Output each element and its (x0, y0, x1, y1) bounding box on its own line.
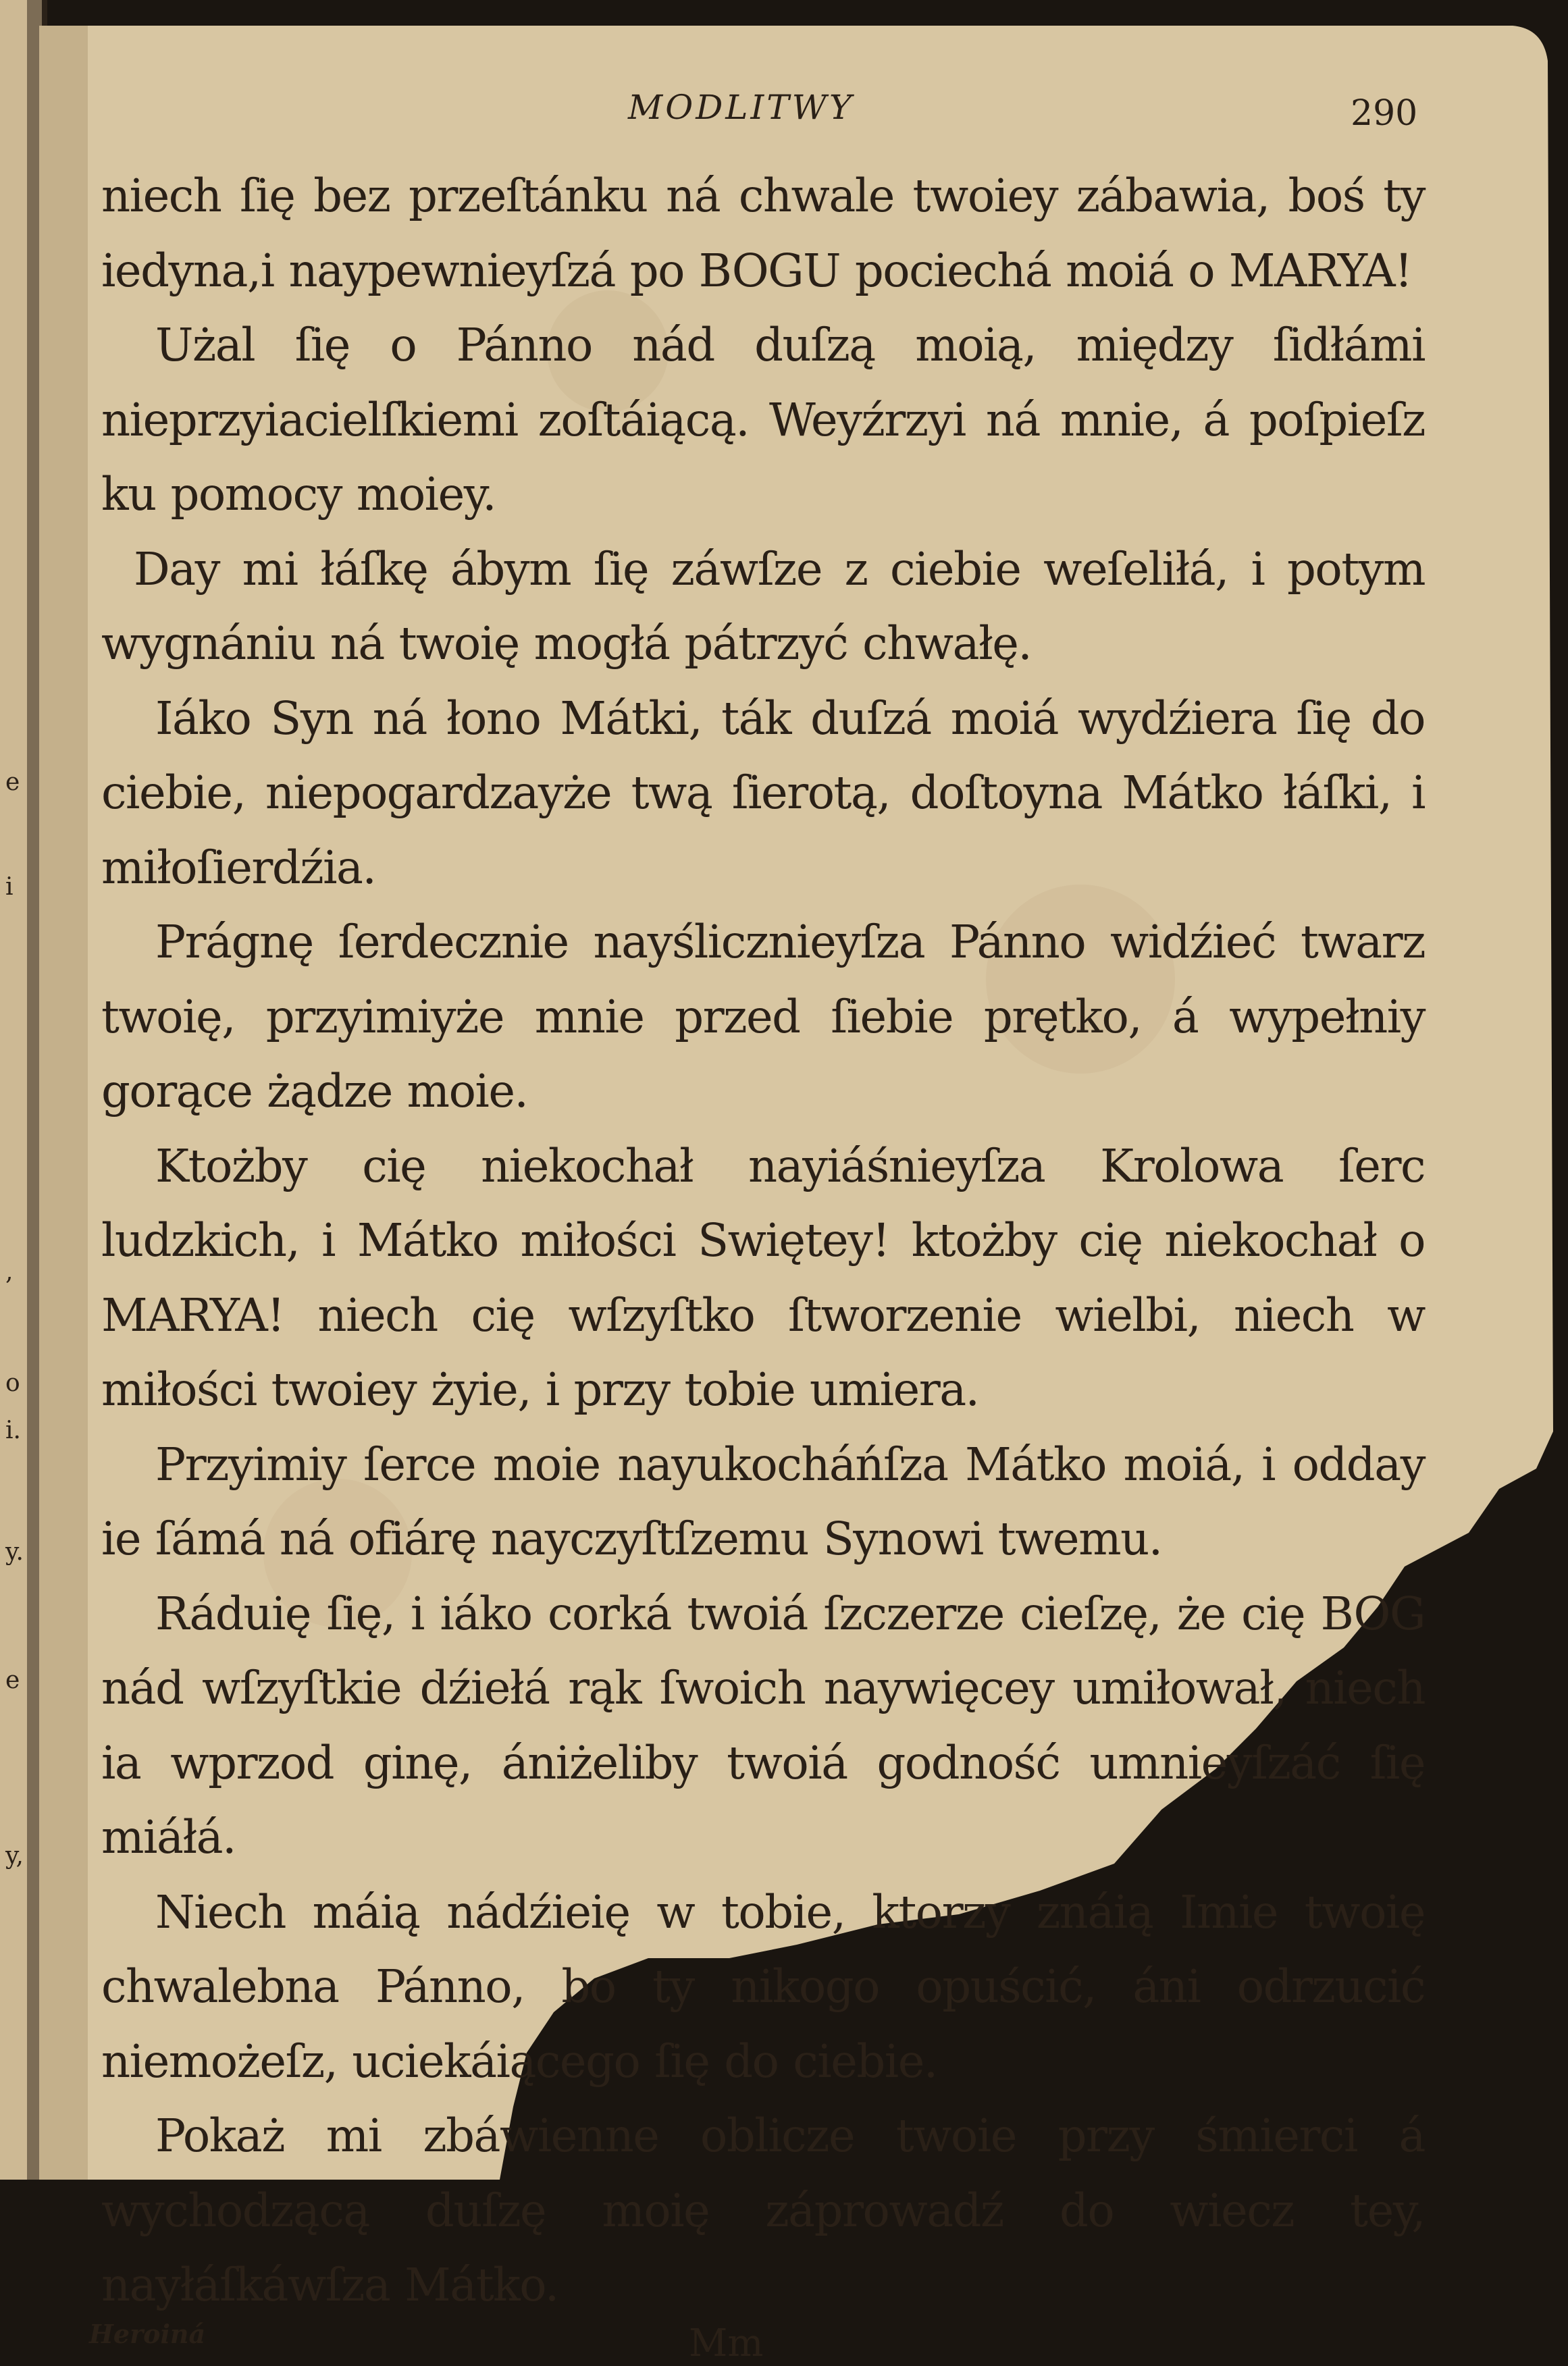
page-number: 290 (1351, 93, 1418, 134)
svg-text:y.: y. (5, 1538, 24, 1566)
paragraph: Użal ſię o Pánno nád duſzą moią, między ſidłámi nieprzyiacielſkiemi zoſtáiącą. Weyźrzyi ná mnie, á poſpieſz ku pomocy moiey. (101, 319, 1425, 521)
svg-text:i: i (5, 873, 14, 901)
page-header (101, 88, 1425, 159)
paragraph: Iáko Syn ná łono Mátki, ták duſzá moiá wydźiera ſię do ciebie, niepogardzayże twą ſierotą, doſtoyna Mátko łáſki, i miłoſierdźia. (101, 691, 1425, 894)
paragraph: Ráduię ſię, i iáko corká twoiá ſzczerze cieſzę, że cię BOG nád wſzyſtkie dźiełá rąk ſwoich naywięcey umiłował, niech ia wprzod ginę, ániżeliby twoiá godność umnieyſzáć ſię miáłá. (101, 1587, 1425, 1864)
catchword: Heroiná (89, 2318, 206, 2349)
page-footer (89, 2318, 1425, 2366)
paragraph: Day mi łáſkę ábym ſię záwſze z ciebie weſeliłá, i potym wygnániu ná twoię mogłá pátrzyć chwałę. (101, 542, 1425, 670)
paragraph: Ktożby cię niekochał nayiáśnieyſza Krolowa ſerc ludzkich, i Mátko miłości Swiętey! ktożby cię niekochał o MARYA! niech cię wſzyſtko ſtworzenie wielbi, niech w miłości twoiey żyie, i przy tobie umiera. (101, 1139, 1425, 1416)
paragraph: Pokaż mi zbáwienne oblicze twoie przy śmierci á wychodzącą duſzę moię záprowadź do wiecz tey, nayłáſkáwſza Mátko. (101, 2109, 1425, 2311)
paragraph: Prágnę ſerdecznie nayślicznieyſza Pánno widźieć twarz twoię, przyimiyże mnie przed ſiebie prętko, á wypełniy gorące żądze moie. (101, 916, 1425, 1118)
body-text (101, 159, 1425, 2323)
paragraph: niech ſię bez przeſtánku ná chwale twoiey zábawia, boś ty iedyna,i naypewnieyſzá po BOGU pociechá moiá o MARYA! (101, 169, 1425, 297)
svg-text:i.: i. (5, 1417, 21, 1444)
gutter-shadow (39, 26, 88, 2180)
page-text-column (89, 88, 1425, 2366)
svg-text:,: , (5, 1258, 14, 1286)
paragraph: Przyimiy ſerce moie nayukocháńſza Mátko moiá, i odday ie ſámá ná ofiárę nayczyſtſzemu Synowi twemu. (101, 1438, 1425, 1565)
running-head: MODLITWY (628, 88, 854, 127)
svg-text:y,: y, (5, 1842, 24, 1870)
svg-text:e: e (5, 1666, 20, 1694)
signature-mark: Mm (689, 2321, 764, 2365)
paragraph: Niech máią nádźieię w tobie, ktorzy znáią Imie twoię chwalebna Pánno, bo ty nikogo opuścić, áni odrzucić niemożeſz, uciekáiącego ſię do ciebie. (101, 1885, 1425, 2088)
svg-text:o: o (5, 1369, 20, 1397)
svg-text:e: e (5, 768, 20, 796)
